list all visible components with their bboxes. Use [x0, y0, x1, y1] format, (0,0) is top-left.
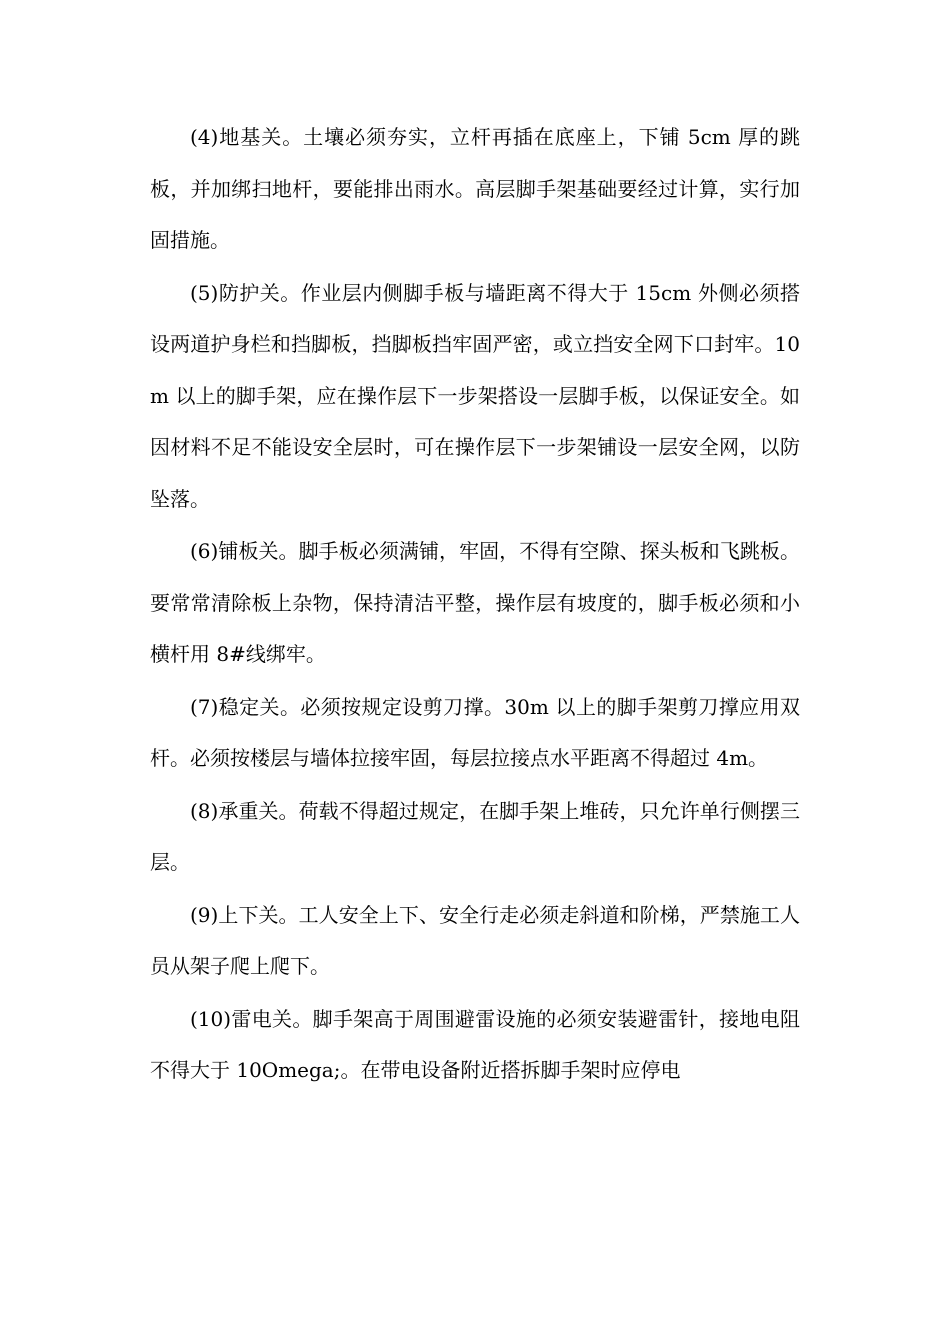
- paragraph-load-bearing: (8)承重关。荷载不得超过规定，在脚手架上堆砖，只允许单行侧摆三层。: [150, 798, 800, 874]
- paragraph-lightning: (10)雷电关。脚手架高于周围避雷设施的必须安装避雷针，接地电阻不得大于 10Omega;。在带电设备附近搭拆脚手架时应停电: [150, 1006, 800, 1082]
- paragraph-planking: (6)铺板关。脚手板必须满铺，牢固，不得有空隙、探头板和飞跳板。要常常清除板上杂物，保持清洁平整，操作层有坡度的，脚手板必须和小横杆用 8#线绑牢。: [150, 539, 800, 666]
- paragraph-access: (9)上下关。工人安全上下、安全行走必须走斜道和阶梯，严禁施工人员从架子爬上爬下。: [150, 902, 800, 978]
- paragraph-foundation: (4)地基关。土壤必须夯实，立杆再插在底座上，下铺 5cm 厚的跳板，并加绑扫地杆，要能排出雨水。高层脚手架基础要经过计算，实行加固措施。: [150, 125, 800, 252]
- paragraph-protection: (5)防护关。作业层内侧脚手板与墙距离不得大于 15cm 外侧必须搭设两道护身栏和挡脚板，挡脚板挡牢固严密，或立挡安全网下口封牢。10m 以上的脚手架，应在操作层下一步架搭设一层脚手板，以保证安全。如因材料不足不能设安全层时，可在操作层下一步架铺设一层安全网，以防坠落。: [150, 280, 800, 511]
- document-body: [150, 112, 800, 1098]
- paragraph-stability: (7)稳定关。必须按规定设剪刀撑。30m 以上的脚手架剪刀撑应用双杆。必须按楼层与墙体拉接牢固，每层拉接点水平距离不得超过 4m。: [150, 694, 800, 770]
